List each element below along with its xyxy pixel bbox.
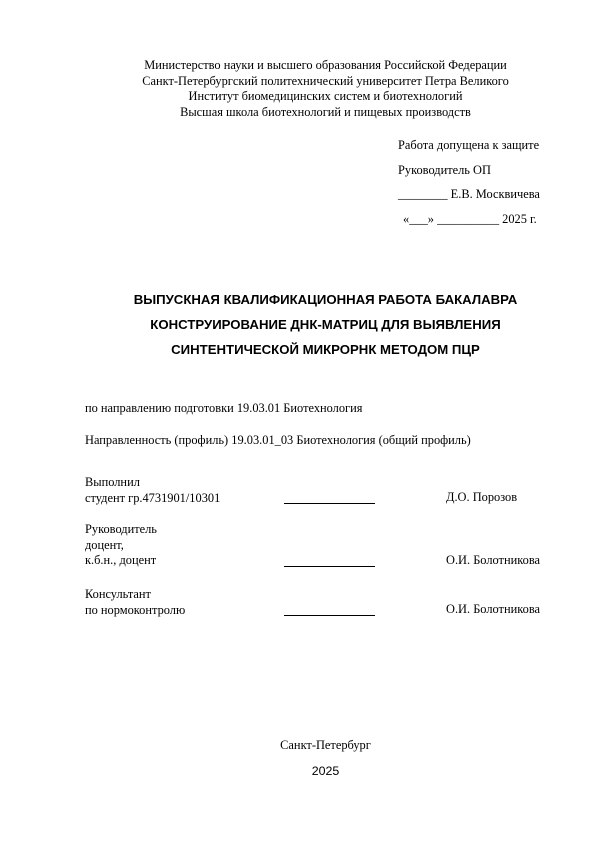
footer-year: 2025 [311,764,340,778]
approval-signature: ________ Е.В. Москвичева [398,187,540,201]
supervisor-block [85,522,157,569]
thesis-topic-line-1: КОНСТРУИРОВАНИЕ ДНК-МАТРИЦ ДЛЯ ВЫЯВЛЕНИЯ [150,317,501,332]
author-group: студент гр.4731901/10301 [85,490,221,505]
supervisor-name: О.И. Болотникова [446,553,540,567]
program-direction: по направлению подготовки 19.03.01 Биотехнология [85,401,363,415]
supervisor-signature-line [284,566,375,567]
consultant-role: по нормоконтролю [85,602,186,617]
approval-block [398,138,540,236]
institution-header [0,58,595,120]
thesis-title [0,287,595,362]
school-line: Высшая школа биотехнологий и пищевых производств [180,104,471,119]
author-block [85,475,220,506]
footer-city: Санкт-Петербург [280,738,371,752]
program-profile: Направленность (профиль) 19.03.01_03 Биотехнология (общий профиль) [85,433,471,447]
thesis-topic-line-2: СИНТЕНТИЧЕСКОЙ МИКРОРНК МЕТОДОМ ПЦР [171,342,480,357]
approval-date: «___» __________ 2025 г. [403,211,537,226]
consultant-block [85,587,185,618]
consultant-label: Консультант [85,587,151,601]
approval-role: Руководитель ОП [398,162,491,177]
ministry-line: Министерство науки и высшего образования Российской Федерации [144,58,507,72]
author-name: Д.О. Порозов [446,490,518,504]
institute-line: Институт биомедицинских систем и биотехнологий [188,89,463,104]
approval-admitted: Работа допущена к защите [398,138,540,152]
supervisor-position: доцент, [85,537,124,552]
supervisor-degree: к.б.н., доцент [85,553,157,568]
author-signature-line [284,503,375,504]
consultant-signature-line [284,615,375,616]
university-line: Санкт-Петербургский политехнический университет Петра Великого [142,73,509,88]
author-label: Выполнил [85,475,140,489]
consultant-name: О.И. Болотникова [446,602,540,616]
supervisor-label: Руководитель [85,522,157,536]
thesis-type-line: ВЫПУСКНАЯ КВАЛИФИКАЦИОННАЯ РАБОТА БАКАЛАВРА [133,292,518,307]
